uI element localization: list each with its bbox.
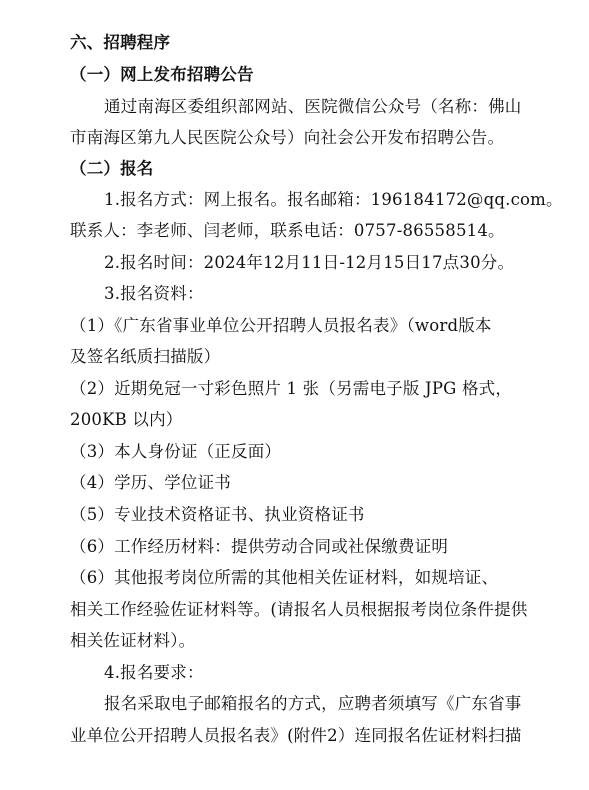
paragraph-line: 报名采取电子邮箱报名的方式，应聘者须填写《广东省事 [104,694,522,713]
materials-title: 3.报名资料： [104,284,204,303]
material-item-2-cont: 200KB 以内） [70,410,183,429]
registration-method: 1.报名方式：网上报名。报名邮箱：196184172@qq.com。 [104,190,563,209]
subsection-title-announcement: （一）网上发布招聘公告 [70,65,254,84]
material-item-1-cont: 及签名纸质扫描版） [70,347,221,366]
contact-info: 联系人：李老师、闫老师，联系电话：0757-86558514。 [70,221,505,240]
requirements-title: 4.报名要求： [104,663,204,682]
material-item-2: （2）近期免冠一寸彩色照片 1 张（另需电子版 JPG 格式， [70,379,513,398]
paragraph-line: 业单位公开招聘人员报名表》(附件2）连同报名佐证材料扫描 [70,726,522,745]
material-item-7-cont: 相关工作经验佐证材料等。(请报名人员根据报考岗位条件提供 [70,600,528,619]
material-item-3: （3）本人身份证（正反面） [70,442,282,461]
registration-time: 2.报名时间：2024年12月11日-12月15日17点30分。 [104,253,515,272]
paragraph-line: 市南海区第九人民医院公众号）向社会公开发布招聘公告。 [70,128,505,147]
section-title: 六、招聘程序 [70,33,171,52]
material-item-1: （1）《广东省事业单位公开招聘人员报名表》（word版本 [70,316,492,335]
material-item-7-cont2: 相关佐证材料）。 [70,631,196,650]
material-item-7: （6）其他报考岗位所需的其他相关佐证材料，如规培证、 [70,568,499,587]
material-item-6: （6）工作经历材料：提供劳动合同或社保缴费证明 [70,537,449,556]
material-item-4: （4）学历、学位证书 [70,473,231,492]
material-item-5: （5）专业技术资格证书、执业资格证书 [70,505,365,524]
paragraph-line: 通过南海区委组织部网站、医院微信公众号（名称：佛山 [104,97,522,116]
subsection-title-registration: （二）报名 [70,159,154,178]
